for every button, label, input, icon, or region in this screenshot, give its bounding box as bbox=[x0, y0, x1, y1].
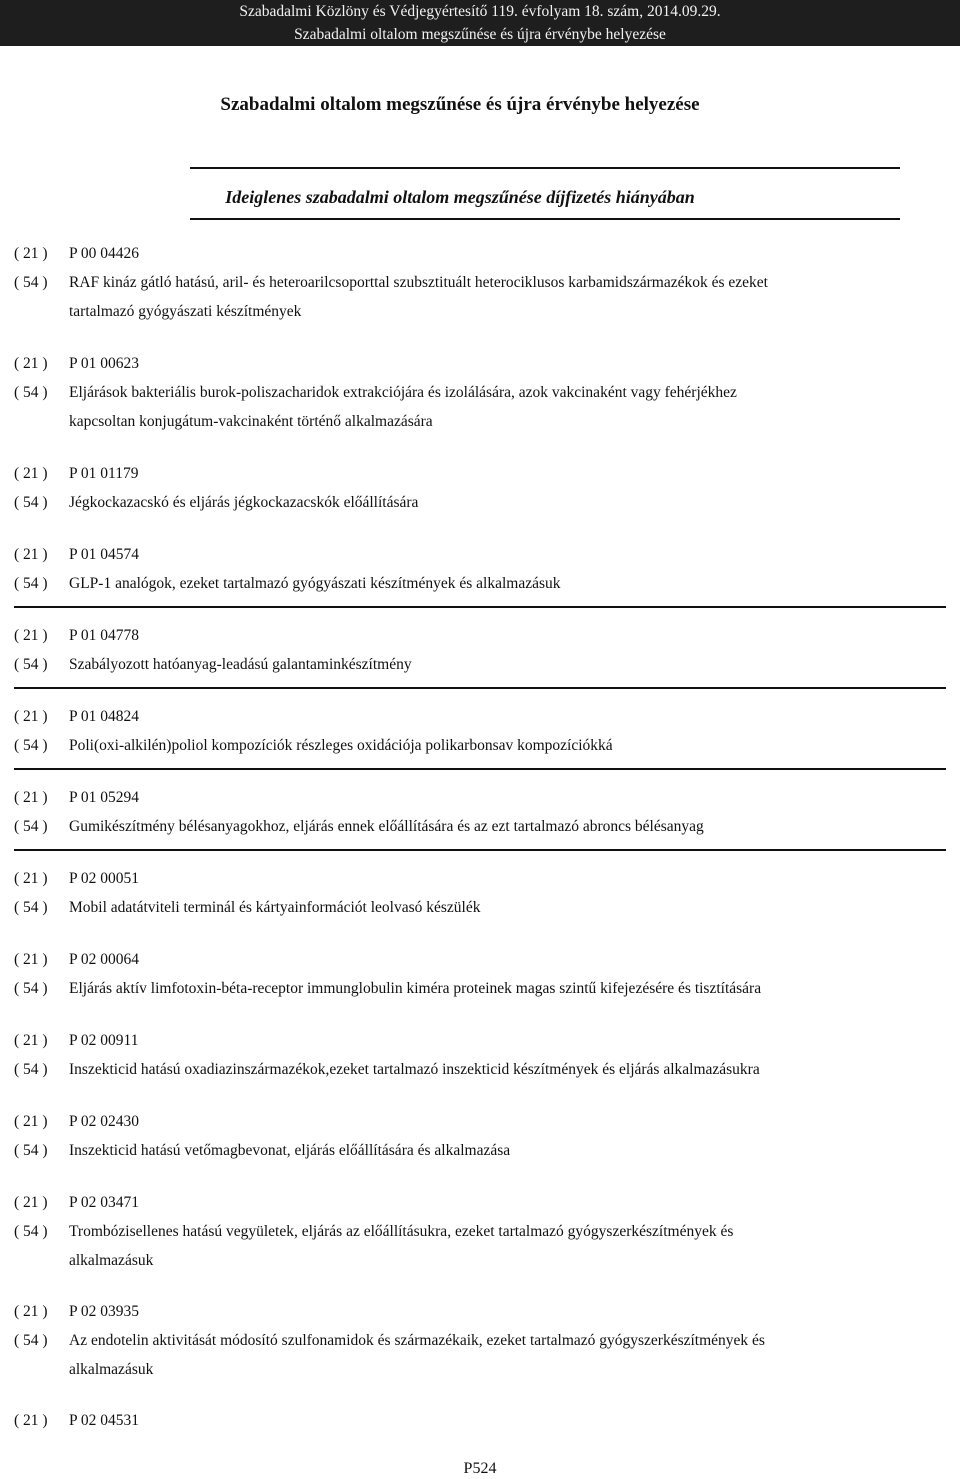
patent-record bbox=[14, 459, 914, 517]
invention-title-line: Az endotelin aktivitását módosító szulfonamidok és származékaik, ezeket tartalmazó gyógyszerkészítmények és bbox=[69, 1332, 765, 1349]
invention-title-line: GLP-1 analógok, ezeket tartalmazó gyógyászati készítmények és alkalmazásuk bbox=[69, 575, 561, 592]
inid-code-54: ( 54 ) bbox=[14, 656, 48, 673]
inid-code-54: ( 54 ) bbox=[14, 1061, 48, 1078]
section-title: Szabadalmi oltalom megszűnése és újra érvénybe helyezése bbox=[220, 94, 700, 115]
page-number: P524 bbox=[463, 1460, 497, 1477]
patent-record bbox=[14, 1188, 914, 1275]
invention-title-line: Szabályozott hatóanyag-leadású galantaminkészítmény bbox=[69, 656, 412, 673]
invention-title-line: Eljárás aktív limfotoxin-béta-receptor immunglobulin kiméra proteinek magas szintű kifejezésére és tisztítására bbox=[69, 980, 762, 997]
invention-title-line: Trombózisellenes hatású vegyületek, eljárás az előállításukra, ezeket tartalmazó gyógyszerkészítmények és bbox=[69, 1223, 734, 1240]
application-number-row bbox=[14, 1107, 914, 1136]
inid-code-21: ( 21 ) bbox=[14, 870, 48, 887]
application-number-row bbox=[14, 945, 914, 974]
patent-record bbox=[14, 783, 914, 841]
inid-code-21: ( 21 ) bbox=[14, 1032, 48, 1049]
inid-code-54: ( 54 ) bbox=[14, 980, 48, 997]
title-row bbox=[14, 1326, 914, 1384]
invention-title-line: Eljárások bakteriális burok-poliszacharidok extrakciójára és izolálására, azok vakcinaként vagy fehérjékhez bbox=[69, 384, 737, 401]
title-row bbox=[14, 268, 914, 326]
invention-title-line: alkalmazásuk bbox=[69, 1252, 154, 1269]
invention-title-line: Inszekticid hatású vetőmagbevonat, eljárás előállítására és alkalmazása bbox=[69, 1142, 511, 1159]
divider bbox=[190, 167, 900, 169]
title-row bbox=[14, 650, 914, 679]
divider bbox=[190, 218, 900, 220]
inid-code-54: ( 54 ) bbox=[14, 384, 48, 401]
patent-record bbox=[14, 540, 914, 598]
invention-title-line: kapcsoltan konjugátum-vakcinaként történő alkalmazására bbox=[69, 413, 433, 430]
record-divider bbox=[14, 606, 946, 608]
inid-code-54: ( 54 ) bbox=[14, 274, 48, 291]
invention-title-line: Mobil adatátviteli terminál és kártyainformációt leolvasó készülék bbox=[69, 899, 481, 916]
invention-title-line: tartalmazó gyógyászati készítmények bbox=[69, 303, 302, 320]
inid-code-21: ( 21 ) bbox=[14, 245, 48, 262]
application-number-row bbox=[14, 864, 914, 893]
inid-code-21: ( 21 ) bbox=[14, 789, 48, 806]
inid-code-54: ( 54 ) bbox=[14, 1332, 48, 1349]
patent-record bbox=[14, 1406, 914, 1435]
header-section: Szabadalmi oltalom megszűnése és újra érvénybe helyezése bbox=[294, 26, 666, 43]
invention-title-line: Inszekticid hatású oxadiazinszármazékok,ezeket tartalmazó inszekticid készítmények és eljárás alkalmazásukra bbox=[69, 1061, 760, 1078]
title-row bbox=[14, 488, 914, 517]
application-number: P 02 03471 bbox=[69, 1194, 140, 1211]
title-row bbox=[14, 1217, 914, 1275]
inid-code-54: ( 54 ) bbox=[14, 899, 48, 916]
application-number: P 00 04426 bbox=[69, 245, 140, 262]
application-number: P 02 00911 bbox=[69, 1032, 139, 1049]
patent-record bbox=[14, 1026, 914, 1084]
application-number-row bbox=[14, 621, 914, 650]
record-divider bbox=[14, 849, 946, 851]
subsection-title: Ideiglenes szabadalmi oltalom megszűnése díjfizetés hiányában bbox=[225, 187, 695, 207]
inid-code-21: ( 21 ) bbox=[14, 708, 48, 725]
application-number: P 01 00623 bbox=[69, 355, 140, 372]
inid-code-54: ( 54 ) bbox=[14, 818, 48, 835]
title-row bbox=[14, 1136, 914, 1165]
title-row bbox=[14, 812, 914, 841]
application-number: P 01 01179 bbox=[69, 465, 139, 482]
title-row bbox=[14, 1055, 914, 1084]
application-number: P 02 00051 bbox=[69, 870, 140, 887]
application-number-row bbox=[14, 459, 914, 488]
record-divider bbox=[14, 768, 946, 770]
application-number-row bbox=[14, 1026, 914, 1055]
page-header bbox=[0, 0, 960, 46]
title-row bbox=[14, 974, 914, 1003]
patent-record bbox=[14, 864, 914, 922]
inid-code-21: ( 21 ) bbox=[14, 627, 48, 644]
title-row bbox=[14, 378, 914, 436]
inid-code-21: ( 21 ) bbox=[14, 1412, 48, 1429]
inid-code-54: ( 54 ) bbox=[14, 575, 48, 592]
inid-code-54: ( 54 ) bbox=[14, 1223, 48, 1240]
application-number-row bbox=[14, 1297, 914, 1326]
inid-code-21: ( 21 ) bbox=[14, 1113, 48, 1130]
application-number: P 02 03935 bbox=[69, 1303, 140, 1320]
patent-record bbox=[14, 945, 914, 1003]
invention-title-line: RAF kináz gátló hatású, aril- és heteroarilcsoporttal szubsztituált heterociklusos karbamidszármazékok és ezeket bbox=[69, 274, 768, 291]
invention-title-line: Poli(oxi-alkilén)poliol kompozíciók részleges oxidációja polikarbonsav kompozíciókká bbox=[69, 737, 613, 754]
invention-title-line: Gumikészítmény bélésanyagokhoz, eljárás ennek előállítására és az ezt tartalmazó abroncs bélésanyag bbox=[69, 818, 704, 835]
record-divider bbox=[14, 687, 946, 689]
inid-code-21: ( 21 ) bbox=[14, 951, 48, 968]
patent-record bbox=[14, 239, 914, 326]
patent-record bbox=[14, 349, 914, 436]
inid-code-21: ( 21 ) bbox=[14, 1194, 48, 1211]
application-number-row bbox=[14, 783, 914, 812]
patent-record bbox=[14, 1107, 914, 1165]
patent-record bbox=[14, 702, 914, 760]
application-number: P 02 00064 bbox=[69, 951, 140, 968]
patent-record bbox=[14, 621, 914, 679]
inid-code-54: ( 54 ) bbox=[14, 494, 48, 511]
inid-code-54: ( 54 ) bbox=[14, 737, 48, 754]
application-number-row bbox=[14, 540, 914, 569]
invention-title-line: alkalmazásuk bbox=[69, 1361, 154, 1378]
application-number: P 01 04778 bbox=[69, 627, 140, 644]
title-row bbox=[14, 731, 914, 760]
inid-code-21: ( 21 ) bbox=[14, 465, 48, 482]
title-row bbox=[14, 569, 914, 598]
inid-code-54: ( 54 ) bbox=[14, 1142, 48, 1159]
application-number: P 02 02430 bbox=[69, 1113, 140, 1130]
inid-code-21: ( 21 ) bbox=[14, 355, 48, 372]
title-row bbox=[14, 893, 914, 922]
inid-code-21: ( 21 ) bbox=[14, 546, 48, 563]
application-number-row bbox=[14, 239, 914, 268]
application-number-row bbox=[14, 349, 914, 378]
application-number: P 02 04531 bbox=[69, 1412, 140, 1429]
application-number-row bbox=[14, 1406, 914, 1435]
application-number-row bbox=[14, 702, 914, 731]
inid-code-21: ( 21 ) bbox=[14, 1303, 48, 1320]
application-number: P 01 04574 bbox=[69, 546, 140, 563]
application-number: P 01 05294 bbox=[69, 789, 140, 806]
patent-record bbox=[14, 1297, 914, 1384]
application-number: P 01 04824 bbox=[69, 708, 140, 725]
header-publication: Szabadalmi Közlöny és Védjegyértesítő 119. évfolyam 18. szám, 2014.09.29. bbox=[239, 3, 721, 20]
invention-title-line: Jégkockazacskó és eljárás jégkockazacskók előállítására bbox=[69, 494, 419, 511]
application-number-row bbox=[14, 1188, 914, 1217]
